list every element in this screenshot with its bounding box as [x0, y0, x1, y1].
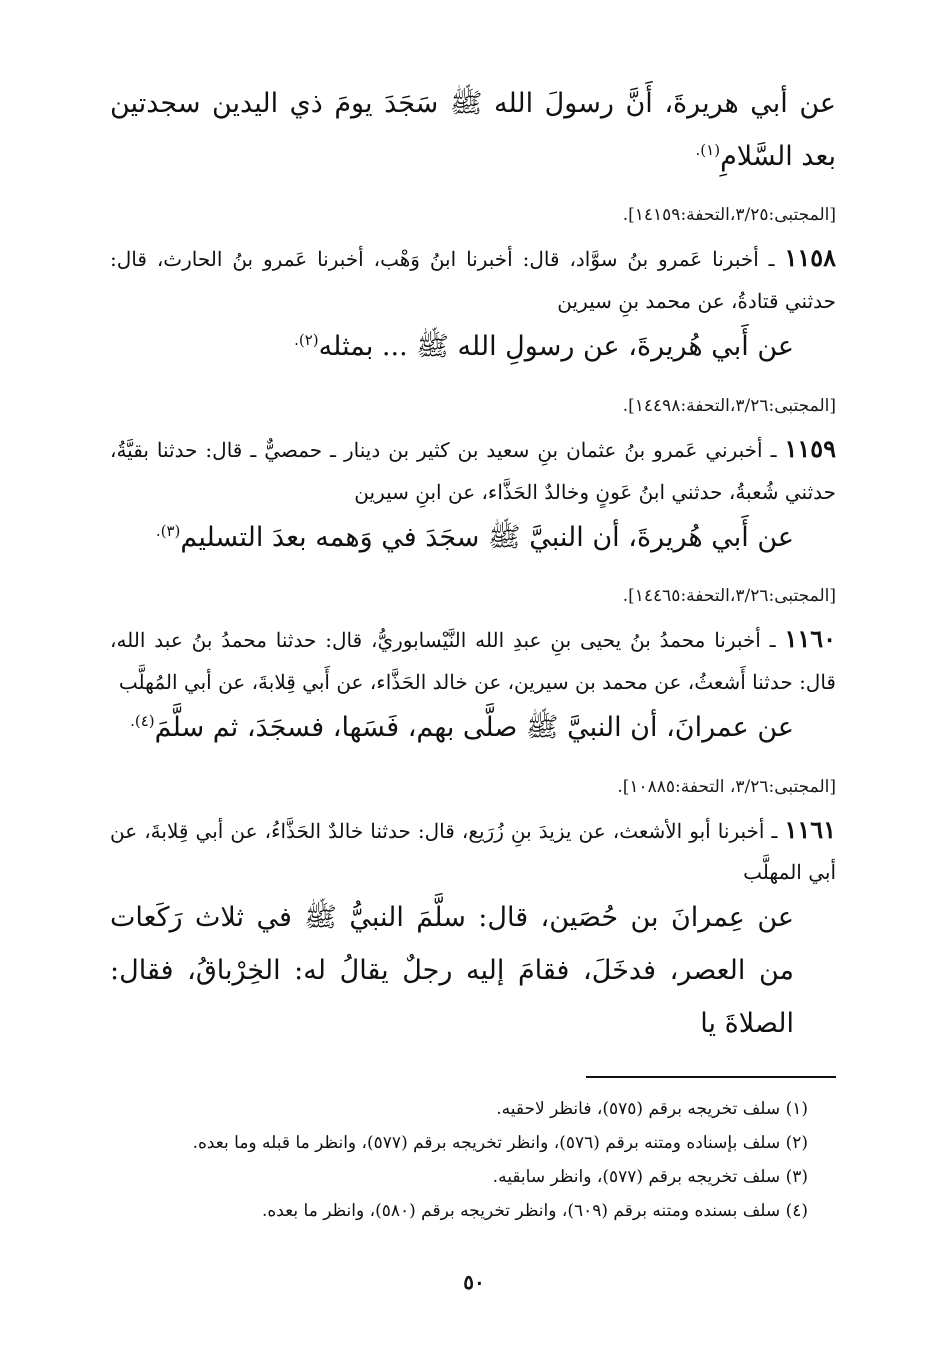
hadith-matn [110, 892, 836, 1050]
hadith-matn [110, 512, 836, 565]
isnad-text: ـ أخبرني عَمرو بنُ عثمان بنِ سعيد بن كثير بن دينار ـ حمصيٌّ ـ قال: حدثنا بقيَّةُ، حدثني شُعبةُ، حدثني ابنُ عَونٍ وخالدٌ الحَذَّاء، عن ابنِ سيرين [110, 437, 836, 504]
isnad-text: ـ أخبرنا أبو الأشعث، عن يزيدَ بنِ زُرَيع، قال: حدثنا خالدٌ الحَذَّاءُ، عن أبي قِلابةَ، عن أبي المهلَّب [110, 818, 836, 885]
matn-text: عن أَبي هُريرةَ، أن النبيَّ ﷺ سجَدَ في وَهمه بعدَ التسليم [180, 521, 794, 553]
hadith-number: ١١٦١ [784, 814, 836, 844]
hadith-isnad [110, 235, 836, 321]
footnote: (١) سلف تخريجه برقم (٥٧٥)، فانظر لاحقيه. [496, 1099, 808, 1120]
reference: [المجتبى:٣/٢٦،التحفة:١٤٤٩٨]. [622, 395, 836, 416]
footnotes [110, 1092, 836, 1228]
footnote-marker: (٤). [130, 711, 155, 730]
reference: [المجتبى:٣/٢٦،التحفة:١٤٤٦٥]. [622, 586, 836, 607]
footnote-separator [586, 1076, 836, 1078]
footnote-marker: (١). [695, 140, 721, 159]
hadith-matn [110, 702, 836, 755]
hadith-matn [110, 78, 836, 183]
footnote: (٤) سلف بسنده ومتنه برقم (٦٠٩)، وانظر تخريجه برقم (٥٨٠)، وانظر ما بعده. [261, 1201, 808, 1222]
reference: [المجتبى:٣/٢٥،التحفة:١٤١٥٩]. [622, 205, 836, 226]
footnote: (٢) سلف بإسناده ومتنه برقم (٥٧٦)، وانظر تخريجه برقم (٥٧٧)، وانظر ما قبله وما بعده. [192, 1133, 808, 1154]
matn-text: عن عِمرانَ بن حُصَين، قال: سلَّمَ النبيُّ ﷺ في ثلاث رَكَعات من العصر، فدخَلَ، فقامَ إليه رجلٌ يقالُ له: الخِرْباقُ، فقال: الصلاةَ يا [110, 902, 794, 1039]
hadith-number: ١١٥٩ [784, 433, 836, 463]
hadith-isnad [110, 426, 836, 512]
hadith-matn [110, 321, 836, 374]
matn-text: عن عمرانَ، أن النبيَّ ﷺ صلَّى بهم، فَسَها، فسجَدَ، ثم سلَّمَ [154, 711, 794, 743]
hadith-number: ١١٦٠ [784, 624, 836, 654]
matn-text: عن أبي هريرةَ، أَنَّ رسولَ الله ﷺ سَجَدَ يومَ ذي اليدين سجدتين بعد السَّلامِ [110, 88, 836, 172]
hadith-number: ١١٥٨ [784, 243, 837, 273]
isnad-text: ـ أخبرنا محمدُ بنُ يحيى بنِ عبدِ الله النَّيْسابوريُّ، قال: حدثنا محمدُ بنُ عبد الله، قال: حدثنا أَشعثُ، عن محمد بن سيرين، عن خالد الحَذَّاء، عن أَبي قِلابةَ، عن أبي المُهلَّب [110, 628, 836, 694]
isnad-text: ـ أخبرنا عَمرو بنُ سوَّاد، قال: أخبرنا ابنُ وَهْب، أخبرنا عَمرو بنُ الحارث، قال: حدثني قتادةُ، عن محمد بنِ سيرين [110, 247, 836, 314]
footnote-marker: (٣). [155, 521, 181, 540]
matn-text: عن أَبي هُريرةَ، عن رسولِ الله ﷺ ... بمثله [318, 331, 794, 363]
hadith-isnad [110, 616, 836, 702]
page-number: ٥٠ [463, 1270, 485, 1294]
footnote-marker: (٢). [294, 331, 319, 350]
footnote: (٣) سلف تخريجه برقم (٥٧٧)، وانظر سابقيه. [492, 1167, 808, 1188]
reference: [المجتبى:٣/٢٦، التحفة:١٠٨٨٥]. [617, 776, 836, 797]
hadith-isnad [110, 807, 836, 893]
